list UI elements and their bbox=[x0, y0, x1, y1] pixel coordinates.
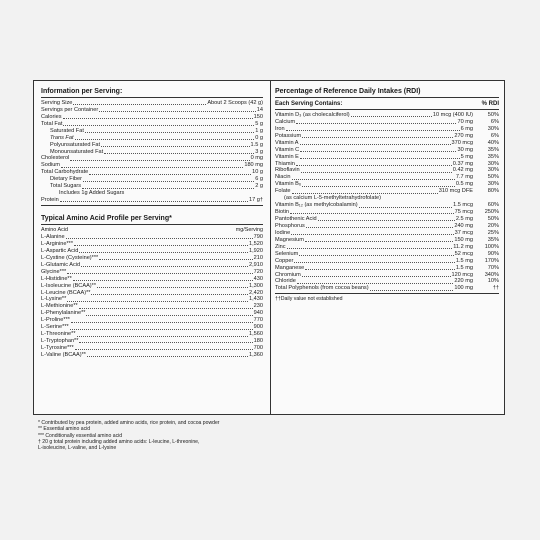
amino-name: L-Isoleucine (BCAA)** bbox=[41, 282, 97, 289]
amino-value: 700 bbox=[253, 345, 263, 352]
amino-value: 790 bbox=[253, 234, 263, 241]
rdi-amount: 270 mg bbox=[454, 132, 473, 139]
amino-row bbox=[41, 283, 263, 290]
rdi-amount: 0.42 mg bbox=[452, 167, 473, 174]
nutrient-value: 3 g bbox=[255, 148, 263, 155]
amino-value: 940 bbox=[253, 310, 263, 317]
rdi-amount: 240 mg bbox=[454, 222, 473, 229]
nutrition-bottom-rule bbox=[41, 205, 263, 206]
nutrient-value: About 2 Scoops (42 g) bbox=[207, 99, 263, 106]
footnote-line: * Contributed by pea protein, added amino acids, rice protein, and cocoa powder bbox=[38, 420, 220, 426]
nutrient-name: Polyunsaturated Fat bbox=[50, 141, 101, 148]
leader-dots bbox=[74, 245, 248, 246]
rdi-row bbox=[275, 230, 499, 237]
leader-dots bbox=[60, 201, 248, 202]
leader-dots bbox=[79, 308, 253, 309]
rdi-amount: 2.5 mg bbox=[455, 216, 473, 223]
amino-value: 1,920 bbox=[249, 247, 263, 254]
rdi-percent: 6% bbox=[490, 132, 499, 139]
nutrition-row bbox=[41, 169, 263, 176]
rdi-row bbox=[275, 265, 499, 272]
amino-value: 1,360 bbox=[249, 351, 263, 358]
rdi-amount: 0.5 mg bbox=[455, 181, 473, 188]
leader-dots bbox=[305, 241, 453, 242]
rdi-percent: 80% bbox=[487, 188, 499, 195]
leader-dots bbox=[73, 104, 206, 105]
leader-dots bbox=[77, 336, 248, 337]
rdi-name: Potassium bbox=[275, 132, 302, 139]
daily-value-note: ††Daily value not established bbox=[275, 296, 343, 303]
rdi-amount: 70 mg bbox=[457, 118, 473, 125]
amino-row bbox=[41, 290, 263, 297]
footnote-line: *** Conditionally essential amino acid bbox=[38, 432, 123, 439]
rdi-amount: 11.2 mg bbox=[453, 243, 473, 250]
rdi-row bbox=[275, 161, 499, 168]
rdi-name: Vitamin C bbox=[275, 146, 300, 153]
leader-dots bbox=[81, 266, 248, 267]
nutrient-name: Monounsaturated Fat bbox=[50, 148, 104, 155]
rdi-amount: 1.5 mg bbox=[455, 264, 473, 271]
leader-dots bbox=[306, 227, 453, 228]
nutrient-name: Cholesterol bbox=[41, 155, 70, 162]
rdi-row bbox=[275, 119, 499, 126]
leader-dots bbox=[75, 349, 253, 350]
rdi-amount: 1.5 mcg bbox=[453, 202, 473, 209]
rdi-name: Vitamin D₃ (as cholecalciferol) bbox=[275, 111, 350, 118]
nutrition-row bbox=[41, 100, 263, 107]
rdi-name: Pantothenic Acid bbox=[275, 216, 317, 223]
rdi-row bbox=[275, 147, 499, 154]
nutrient-value: 6 g bbox=[255, 176, 263, 183]
leader-dots bbox=[99, 111, 256, 112]
leader-dots bbox=[61, 167, 243, 168]
rdi-amount: 370 mcg bbox=[451, 139, 473, 146]
amino-row bbox=[41, 234, 263, 241]
rdi-percent: 35% bbox=[487, 153, 499, 160]
amino-row bbox=[41, 303, 263, 310]
amino-row bbox=[41, 352, 263, 359]
rdi-name: Iron bbox=[275, 125, 285, 132]
amino-value: 1,520 bbox=[249, 240, 263, 247]
amino-value: 1,560 bbox=[249, 331, 263, 338]
leader-dots bbox=[301, 172, 452, 173]
leader-dots bbox=[302, 186, 455, 187]
amino-row bbox=[41, 331, 263, 338]
leader-dots bbox=[70, 160, 249, 161]
rdi-row bbox=[275, 258, 499, 265]
leader-dots bbox=[302, 137, 453, 138]
amino-row bbox=[41, 255, 263, 262]
leader-dots bbox=[67, 301, 248, 302]
nutrition-row bbox=[41, 107, 263, 114]
rdi-percent: 35% bbox=[487, 146, 499, 153]
rdi-amount: 10 mcg (400 IU) bbox=[432, 111, 473, 118]
rdi-percent: 50% bbox=[487, 111, 499, 118]
leader-dots bbox=[86, 315, 252, 316]
nutrition-row bbox=[41, 197, 263, 204]
amino-title-rule bbox=[41, 224, 263, 225]
rdi-name: Riboflavin bbox=[275, 167, 300, 174]
nutrition-row bbox=[41, 142, 263, 149]
rdi-row bbox=[275, 285, 499, 292]
amino-name: L-Aspartic Acid bbox=[41, 247, 79, 254]
rdi-percent: 340% bbox=[484, 271, 499, 278]
nutrition-row bbox=[41, 114, 263, 121]
leader-dots bbox=[67, 273, 252, 274]
leader-dots bbox=[287, 248, 453, 249]
rdi-amount: 1.5 mg bbox=[455, 257, 473, 264]
leader-dots bbox=[359, 207, 452, 208]
supplement-facts-panel bbox=[33, 80, 505, 415]
nutrient-value: 10 g bbox=[252, 169, 263, 176]
amino-header-value: mg/Serving bbox=[235, 227, 263, 234]
leader-dots bbox=[291, 234, 453, 235]
rdi-name: Thiamin bbox=[275, 160, 295, 167]
rdi-row bbox=[275, 209, 499, 216]
information-title: Information per Serving: bbox=[41, 88, 123, 95]
amino-name: L-Lysine** bbox=[41, 296, 67, 303]
rdi-name: Niacin bbox=[275, 174, 291, 181]
rdi-row bbox=[275, 174, 499, 181]
rdi-name: Chromium bbox=[275, 271, 301, 278]
rdi-amount: 7.7 mg bbox=[455, 174, 473, 181]
rdi-row bbox=[275, 223, 499, 230]
footnotes bbox=[38, 420, 338, 451]
leader-dots bbox=[292, 179, 455, 180]
nutrient-value: 1 g bbox=[255, 127, 263, 134]
footnote-line: L-isoleucine, L-valine, and L-lysine bbox=[38, 445, 117, 452]
amino-row bbox=[41, 248, 263, 255]
nutrient-name: Total Fat bbox=[41, 120, 63, 127]
nutrient-value: 2 g bbox=[255, 183, 263, 190]
rdi-row bbox=[275, 216, 499, 223]
rdi-row bbox=[275, 244, 499, 251]
rdi-title: Percentage of Reference Daily Intakes (RDI) bbox=[275, 88, 421, 95]
nutrition-row bbox=[41, 162, 263, 169]
rdi-percent: 35% bbox=[487, 236, 499, 243]
amino-name: L-Phenylalanine** bbox=[41, 310, 86, 317]
rdi-row bbox=[275, 188, 499, 195]
nutrient-value: 180 mg bbox=[244, 162, 263, 169]
leader-dots bbox=[101, 146, 249, 147]
rdi-percent: 40% bbox=[487, 139, 499, 146]
leader-dots bbox=[66, 238, 253, 239]
footnote-line: † 20 g total protein including added amino acids: L-leucine, L-threonine, bbox=[38, 438, 200, 445]
nutrient-name: Includes 1g Added Sugars bbox=[59, 190, 125, 197]
amino-row bbox=[41, 317, 263, 324]
amino-row bbox=[41, 324, 263, 331]
leader-dots bbox=[99, 259, 252, 260]
leader-dots bbox=[75, 139, 255, 140]
amino-value: 210 bbox=[253, 254, 263, 261]
rdi-list bbox=[275, 112, 499, 292]
amino-row bbox=[41, 345, 263, 352]
rdi-subhead-right: % RDI bbox=[481, 101, 499, 107]
leader-dots bbox=[104, 153, 254, 154]
rdi-name: Vitamin A bbox=[275, 139, 299, 146]
nutrition-row bbox=[41, 128, 263, 135]
left-column bbox=[41, 87, 263, 359]
amino-name: L-Serine*** bbox=[41, 324, 69, 331]
nutrient-name: Dietary Fiber bbox=[50, 176, 83, 183]
rdi-percent: 90% bbox=[487, 250, 499, 257]
amino-name: Glycine*** bbox=[41, 268, 67, 275]
rdi-amount: 6 mg bbox=[460, 125, 473, 132]
amino-name: L-Tyrosine*** bbox=[41, 345, 74, 352]
nutrition-row bbox=[41, 135, 263, 142]
rdi-row bbox=[275, 154, 499, 161]
leader-dots bbox=[351, 116, 432, 117]
nutrient-value: 1.5 g bbox=[250, 141, 263, 148]
amino-value: 430 bbox=[253, 275, 263, 282]
leader-dots bbox=[83, 181, 254, 182]
rdi-row bbox=[275, 202, 499, 209]
amino-row bbox=[41, 262, 263, 269]
amino-name: L-Methionine** bbox=[41, 303, 78, 310]
nutrition-row bbox=[41, 121, 263, 128]
leader-dots bbox=[85, 132, 254, 133]
leader-dots bbox=[71, 322, 253, 323]
rdi-name: Calcium bbox=[275, 118, 296, 125]
rdi-amount: 0.37 mg bbox=[452, 160, 473, 167]
rdi-row bbox=[275, 181, 499, 188]
leader-dots bbox=[79, 342, 252, 343]
nutrient-value: 17 g† bbox=[249, 197, 263, 204]
amino-name: L-Alanine bbox=[41, 234, 65, 241]
rdi-name: Manganese bbox=[275, 264, 305, 271]
rdi-row bbox=[275, 279, 499, 286]
rdi-row bbox=[275, 112, 499, 119]
leader-dots bbox=[300, 151, 456, 152]
rdi-percent: †† bbox=[492, 285, 499, 292]
rdi-amount: 30 mg bbox=[457, 146, 473, 153]
nutrition-list bbox=[41, 100, 263, 204]
nutrient-value: 150 bbox=[253, 113, 263, 120]
nutrient-name: Servings per Container bbox=[41, 106, 99, 113]
rdi-name: Vitamin B₆ bbox=[275, 181, 302, 188]
rdi-row bbox=[275, 133, 499, 140]
rdi-percent: 50% bbox=[487, 174, 499, 181]
footnote-line: ** Essential amino acid bbox=[38, 426, 91, 433]
rdi-name: Selenium bbox=[275, 250, 299, 257]
amino-value: 770 bbox=[253, 317, 263, 324]
amino-row bbox=[41, 297, 263, 304]
rdi-name: Chloride bbox=[275, 278, 296, 285]
amino-row bbox=[41, 338, 263, 345]
leader-dots bbox=[82, 188, 254, 189]
amino-row bbox=[41, 269, 263, 276]
rdi-name: Copper bbox=[275, 257, 294, 264]
amino-name: L-Threonine** bbox=[41, 331, 76, 338]
nutrition-row bbox=[41, 183, 263, 190]
rdi-percent: 30% bbox=[487, 181, 499, 188]
nutrient-name: Total Sugars bbox=[50, 183, 82, 190]
leader-dots bbox=[305, 269, 455, 270]
rdi-name: Folate bbox=[275, 188, 291, 195]
rdi-subhead-rule bbox=[275, 109, 499, 110]
rdi-percent: 30% bbox=[487, 125, 499, 132]
nutrient-name: Saturated Fat bbox=[50, 127, 84, 134]
amino-value: 900 bbox=[253, 324, 263, 331]
amino-name: L-Tryptophan** bbox=[41, 338, 79, 345]
rdi-percent: 25% bbox=[487, 229, 499, 236]
amino-header-name: Amino Acid bbox=[41, 227, 68, 234]
leader-dots bbox=[73, 280, 253, 281]
nutrient-name: Trans Fat bbox=[50, 134, 74, 141]
rdi-row bbox=[275, 168, 499, 175]
leader-dots bbox=[294, 262, 455, 263]
amino-row bbox=[41, 241, 263, 248]
amino-name: L-Cystine (Cysteine)*** bbox=[41, 254, 99, 261]
rdi-amount: 100 mg bbox=[454, 285, 473, 292]
rdi-row bbox=[275, 126, 499, 133]
leader-dots bbox=[370, 290, 454, 291]
rdi-row bbox=[275, 251, 499, 258]
rdi-name: Biotin bbox=[275, 209, 289, 216]
rdi-amount: 37 mcg bbox=[454, 229, 473, 236]
rdi-name: (as calcium L-5-methyltetrahydrofolate) bbox=[284, 195, 381, 202]
leader-dots bbox=[63, 118, 253, 119]
rdi-name: Vitamin B₁₂ (as methylcobalamin) bbox=[275, 202, 358, 209]
rdi-row bbox=[275, 237, 499, 244]
rdi-percent: 30% bbox=[487, 167, 499, 174]
right-column bbox=[275, 87, 499, 303]
amino-name: L-Glutamic Acid bbox=[41, 261, 81, 268]
nutrient-name: Total Carbohydrate bbox=[41, 169, 89, 176]
leader-dots bbox=[300, 158, 460, 159]
title-rule bbox=[41, 97, 263, 98]
rdi-name: Vitamin E bbox=[275, 153, 299, 160]
leader-dots bbox=[87, 356, 248, 357]
amino-value: 2,910 bbox=[249, 261, 263, 268]
nutrient-value: 5 g bbox=[255, 120, 263, 127]
amino-name: L-Leucine (BCAA)** bbox=[41, 289, 91, 296]
leader-dots bbox=[292, 193, 438, 194]
leader-dots bbox=[302, 276, 451, 277]
leader-dots bbox=[63, 125, 254, 126]
amino-name: L-Arginine*** bbox=[41, 240, 74, 247]
amino-list bbox=[41, 234, 263, 359]
rdi-row bbox=[275, 272, 499, 279]
rdi-percent: 250% bbox=[484, 209, 499, 216]
rdi-row bbox=[275, 140, 499, 147]
leader-dots bbox=[300, 144, 451, 145]
amino-value: 1,300 bbox=[249, 282, 263, 289]
rdi-amount: 5 mg bbox=[460, 153, 473, 160]
amino-value: 180 bbox=[253, 338, 263, 345]
amino-column-header bbox=[41, 227, 263, 234]
leader-dots bbox=[97, 287, 248, 288]
rdi-amount: 220 mg bbox=[454, 278, 473, 285]
leader-dots bbox=[91, 294, 248, 295]
nutrient-name: Sodium bbox=[41, 162, 60, 169]
leader-dots bbox=[290, 213, 454, 214]
rdi-percent: 170% bbox=[484, 257, 499, 264]
rdi-percent: 30% bbox=[487, 160, 499, 167]
nutrient-name: Calories bbox=[41, 113, 62, 120]
rdi-name: Magnesium bbox=[275, 236, 304, 243]
rdi-percent: 100% bbox=[484, 243, 499, 250]
amino-name: L-Histidine** bbox=[41, 275, 72, 282]
rdi-name: Total Polyphenols (from cocoa beans) bbox=[275, 285, 369, 292]
amino-row bbox=[41, 310, 263, 317]
rdi-percent: 70% bbox=[487, 264, 499, 271]
amino-value: 720 bbox=[253, 268, 263, 275]
rdi-amount: 75 mcg bbox=[454, 209, 473, 216]
rdi-amount: 120 mcg bbox=[451, 271, 473, 278]
amino-value: 230 bbox=[253, 303, 263, 310]
rdi-percent: 20% bbox=[487, 222, 499, 229]
rdi-subhead bbox=[275, 100, 499, 108]
amino-name: L-Valine (BCAA)** bbox=[41, 351, 86, 358]
rdi-subhead-left: Each Serving Contains: bbox=[275, 101, 343, 107]
rdi-amount: 150 mg bbox=[454, 236, 473, 243]
nutrient-name: Protein bbox=[41, 197, 59, 204]
amino-title: Typical Amino Acid Profile per Serving* bbox=[41, 215, 172, 223]
leader-dots bbox=[296, 123, 456, 124]
rdi-name: Zinc bbox=[275, 243, 286, 250]
nutrition-row bbox=[41, 156, 263, 163]
rdi-amount: 310 mcg DFE bbox=[438, 188, 473, 195]
nutrient-value: 0 g bbox=[255, 134, 263, 141]
leader-dots bbox=[296, 165, 452, 166]
leader-dots bbox=[286, 130, 460, 131]
leader-dots bbox=[318, 220, 455, 221]
rdi-title-rule bbox=[275, 97, 499, 98]
nutrient-value: 0 mg bbox=[250, 155, 263, 162]
rdi-name: Iodine bbox=[275, 229, 291, 236]
rdi-percent: 60% bbox=[487, 202, 499, 209]
rdi-bottom-rule bbox=[275, 293, 499, 294]
column-divider bbox=[270, 81, 271, 414]
rdi-row bbox=[275, 195, 499, 202]
leader-dots bbox=[89, 174, 251, 175]
rdi-name: Phosphorus bbox=[275, 222, 305, 229]
nutrition-row bbox=[41, 176, 263, 183]
leader-dots bbox=[79, 252, 248, 253]
rdi-percent: 50% bbox=[487, 216, 499, 223]
amino-name: L-Proline*** bbox=[41, 317, 70, 324]
rdi-percent: 6% bbox=[490, 118, 499, 125]
nutrition-row bbox=[41, 190, 263, 197]
rdi-amount: 52 mcg bbox=[454, 250, 473, 257]
leader-dots bbox=[70, 329, 253, 330]
leader-dots bbox=[299, 255, 453, 256]
nutrient-value: 14 bbox=[256, 106, 263, 113]
nutrition-row bbox=[41, 149, 263, 156]
leader-dots bbox=[297, 283, 453, 284]
rdi-percent: 10% bbox=[487, 278, 499, 285]
amino-row bbox=[41, 276, 263, 283]
amino-value: 1,430 bbox=[249, 296, 263, 303]
amino-value: 2,420 bbox=[249, 289, 263, 296]
nutrient-name: Serving Size bbox=[41, 99, 73, 106]
